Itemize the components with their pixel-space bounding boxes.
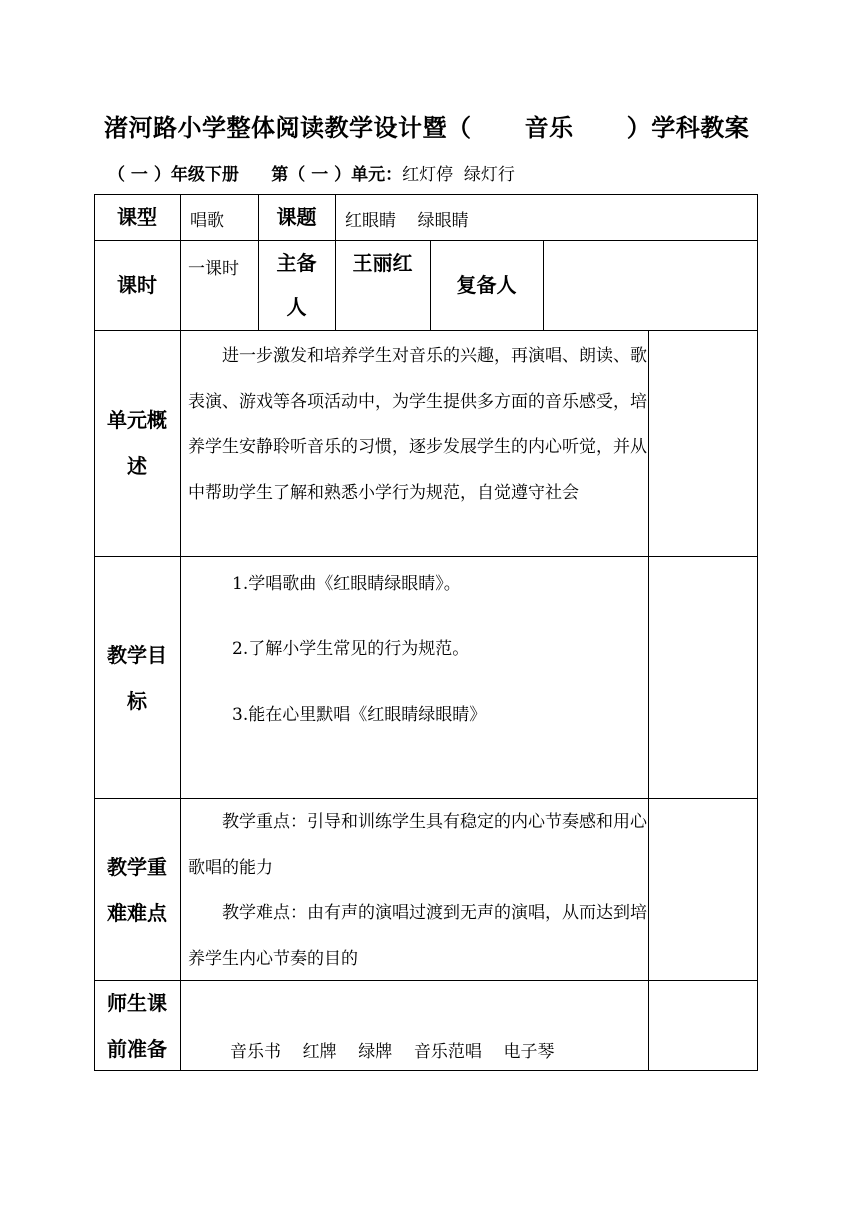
preparation-label (94, 980, 180, 1072)
main-preparer-value: 王丽红 (352, 251, 413, 275)
unit-label: 第（ 一 ）单元： (271, 165, 403, 185)
goal-item: 2.了解小学生常见的行为规范。 (232, 639, 470, 659)
main-preparer-label-line1: 主备 (276, 251, 317, 275)
preparation-label-line1: 师生课 (107, 991, 167, 1015)
grade-unit-line (108, 160, 515, 185)
key-points-label-line2: 难难点 (107, 901, 167, 925)
preparation-label-line2: 前准备 (107, 1037, 167, 1061)
goals-label (94, 632, 180, 724)
unit-name: 红灯停 绿灯行 (402, 165, 515, 185)
overview-label (94, 397, 180, 489)
topic-value: 红眼睛 绿眼睛 (345, 211, 469, 231)
overview-text: 进一步激发和培养学生对音乐的兴趣，再演唱、朗读、歌表演、游戏等各项活动中，为学生提供多方面的音乐感受，培养学生安静聆听音乐的习惯，逐步发展学生的内心听觉，并从中帮助学生了解和熟悉小学行为规范，自觉遵守社会 (188, 346, 647, 503)
page-title: 渚河路小学整体阅读教学设计暨（ 音乐 ）学科教案 (104, 113, 750, 142)
co-preparer-label: 复备人 (456, 273, 517, 297)
table-border (543, 240, 544, 330)
type-label: 课型 (117, 205, 157, 229)
table-border (94, 556, 758, 557)
goals-label-line1: 教学目 (107, 643, 167, 667)
type-value: 唱歌 (190, 211, 224, 231)
preparation-materials: 音乐书 红牌 绿牌 音乐范唱 电子琴 (230, 1042, 555, 1062)
table-border (94, 194, 758, 195)
goal-item: 1.学唱歌曲《红眼睛绿眼睛》。 (232, 574, 461, 594)
key-points-label-line1: 教学重 (107, 855, 167, 879)
goals-label-line2: 标 (127, 689, 147, 713)
overview-label-line1: 单元概 (107, 408, 167, 432)
teaching-difficulty: 教学难点：由有声的演唱过渡到无声的演唱，从而达到培养学生内心节奏的目的 (188, 903, 647, 969)
key-points-label (94, 844, 180, 936)
period-value: 一课时 (188, 259, 239, 279)
period-label: 课时 (117, 273, 157, 297)
table-border (180, 194, 181, 1070)
goal-item: 3.能在心里默唱《红眼睛绿眼睛》 (232, 705, 487, 725)
overview-label-line2: 述 (127, 454, 147, 478)
main-preparer-label (258, 240, 335, 330)
grade-label: （ 一 ）年级下册 (108, 165, 239, 185)
table-border (94, 798, 758, 799)
main-preparer-label-line2: 人 (286, 295, 307, 319)
table-border (94, 330, 758, 331)
table-border (94, 1070, 758, 1071)
table-border (648, 330, 649, 1070)
teaching-focus: 教学重点：引导和训练学生具有稳定的内心节奏感和用心歌唱的能力 (188, 812, 647, 878)
topic-label: 课题 (276, 205, 317, 229)
table-border (757, 194, 758, 1070)
